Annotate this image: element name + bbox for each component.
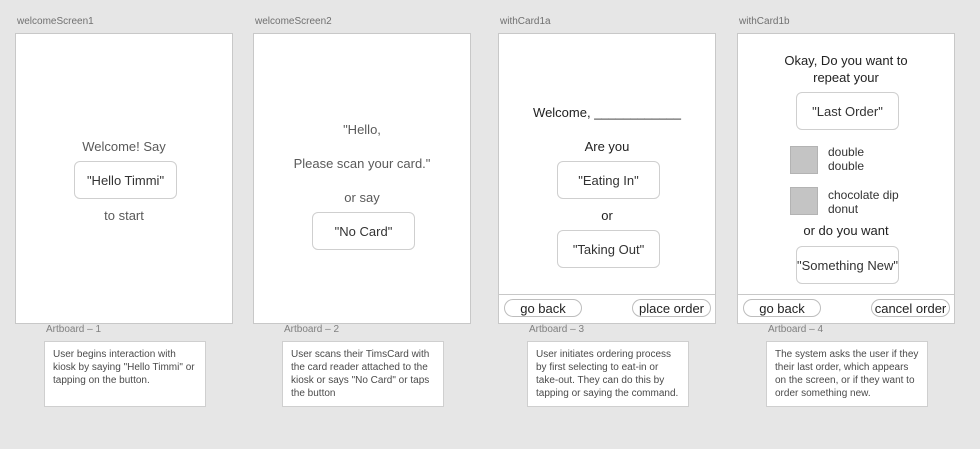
artboard-4-note: The system asks the user if they their last order, which appears on the screen, or if they want to order something new. — [766, 341, 928, 407]
repeat-prompt-line-1: Okay, Do you want to — [784, 53, 908, 68]
artboard-3-with-card-1a — [498, 33, 716, 324]
hello-timmi-button[interactable]: "Hello Timmi" — [74, 161, 177, 199]
chocolate-dip-donut-label: chocolate dip donut — [828, 188, 899, 216]
last-order-button[interactable]: "Last Order" — [796, 92, 899, 130]
artboard-4-with-card-1b — [737, 33, 955, 324]
are-you-text: Are you — [584, 139, 630, 154]
artboard-1-welcome-screen-1 — [15, 33, 233, 324]
artboard-2-note: User scans their TimsCard with the card reader attached to the kiosk or says "No Card" or taps the button — [282, 341, 444, 407]
or-do-you-want-text: or do you want — [803, 223, 889, 238]
artboard-1-name: welcomeScreen1 — [17, 16, 94, 27]
chocolate-dip-donut-image — [790, 187, 818, 215]
to-start-text: to start — [104, 208, 144, 223]
cancel-order-button[interactable]: cancel order — [871, 299, 950, 317]
artboard-3-name: withCard1a — [500, 16, 551, 27]
no-card-button[interactable]: "No Card" — [312, 212, 415, 250]
or-text: or — [601, 208, 613, 223]
go-back-button[interactable]: go back — [743, 299, 821, 317]
welcome-user-text: Welcome, ____________ — [533, 105, 681, 120]
artboard-2-name: welcomeScreen2 — [255, 16, 332, 27]
bottom-bar — [499, 294, 715, 323]
artboard-1-caption: Artboard – 1 — [46, 324, 102, 335]
artboard-4-name: withCard1b — [739, 16, 790, 27]
double-double-image — [790, 146, 818, 174]
bottom-bar — [738, 294, 954, 323]
scan-card-text: Please scan your card." — [293, 156, 431, 171]
double-double-label: double double — [828, 145, 865, 173]
or-say-text: or say — [344, 190, 380, 205]
welcome-say-text: Welcome! Say — [82, 139, 166, 154]
artboard-4-caption: Artboard – 4 — [768, 324, 824, 335]
eating-in-button[interactable]: "Eating In" — [557, 161, 660, 199]
go-back-button[interactable]: go back — [504, 299, 582, 317]
artboard-1-note: User begins interaction with kiosk by saying "Hello Timmi" or tapping on the button. — [44, 341, 206, 407]
place-order-button[interactable]: place order — [632, 299, 711, 317]
taking-out-button[interactable]: "Taking Out" — [557, 230, 660, 268]
artboard-2-caption: Artboard – 2 — [284, 324, 340, 335]
repeat-prompt-line-2: repeat your — [813, 70, 879, 85]
something-new-button[interactable]: "Something New" — [796, 246, 899, 284]
artboard-3-caption: Artboard – 3 — [529, 324, 585, 335]
artboard-3-note: User initiates ordering process by first selecting to eat-in or take-out. They can do this by tapping or saying the command. — [527, 341, 689, 407]
hello-text: "Hello, — [343, 122, 381, 137]
artboard-2-welcome-screen-2 — [253, 33, 471, 324]
